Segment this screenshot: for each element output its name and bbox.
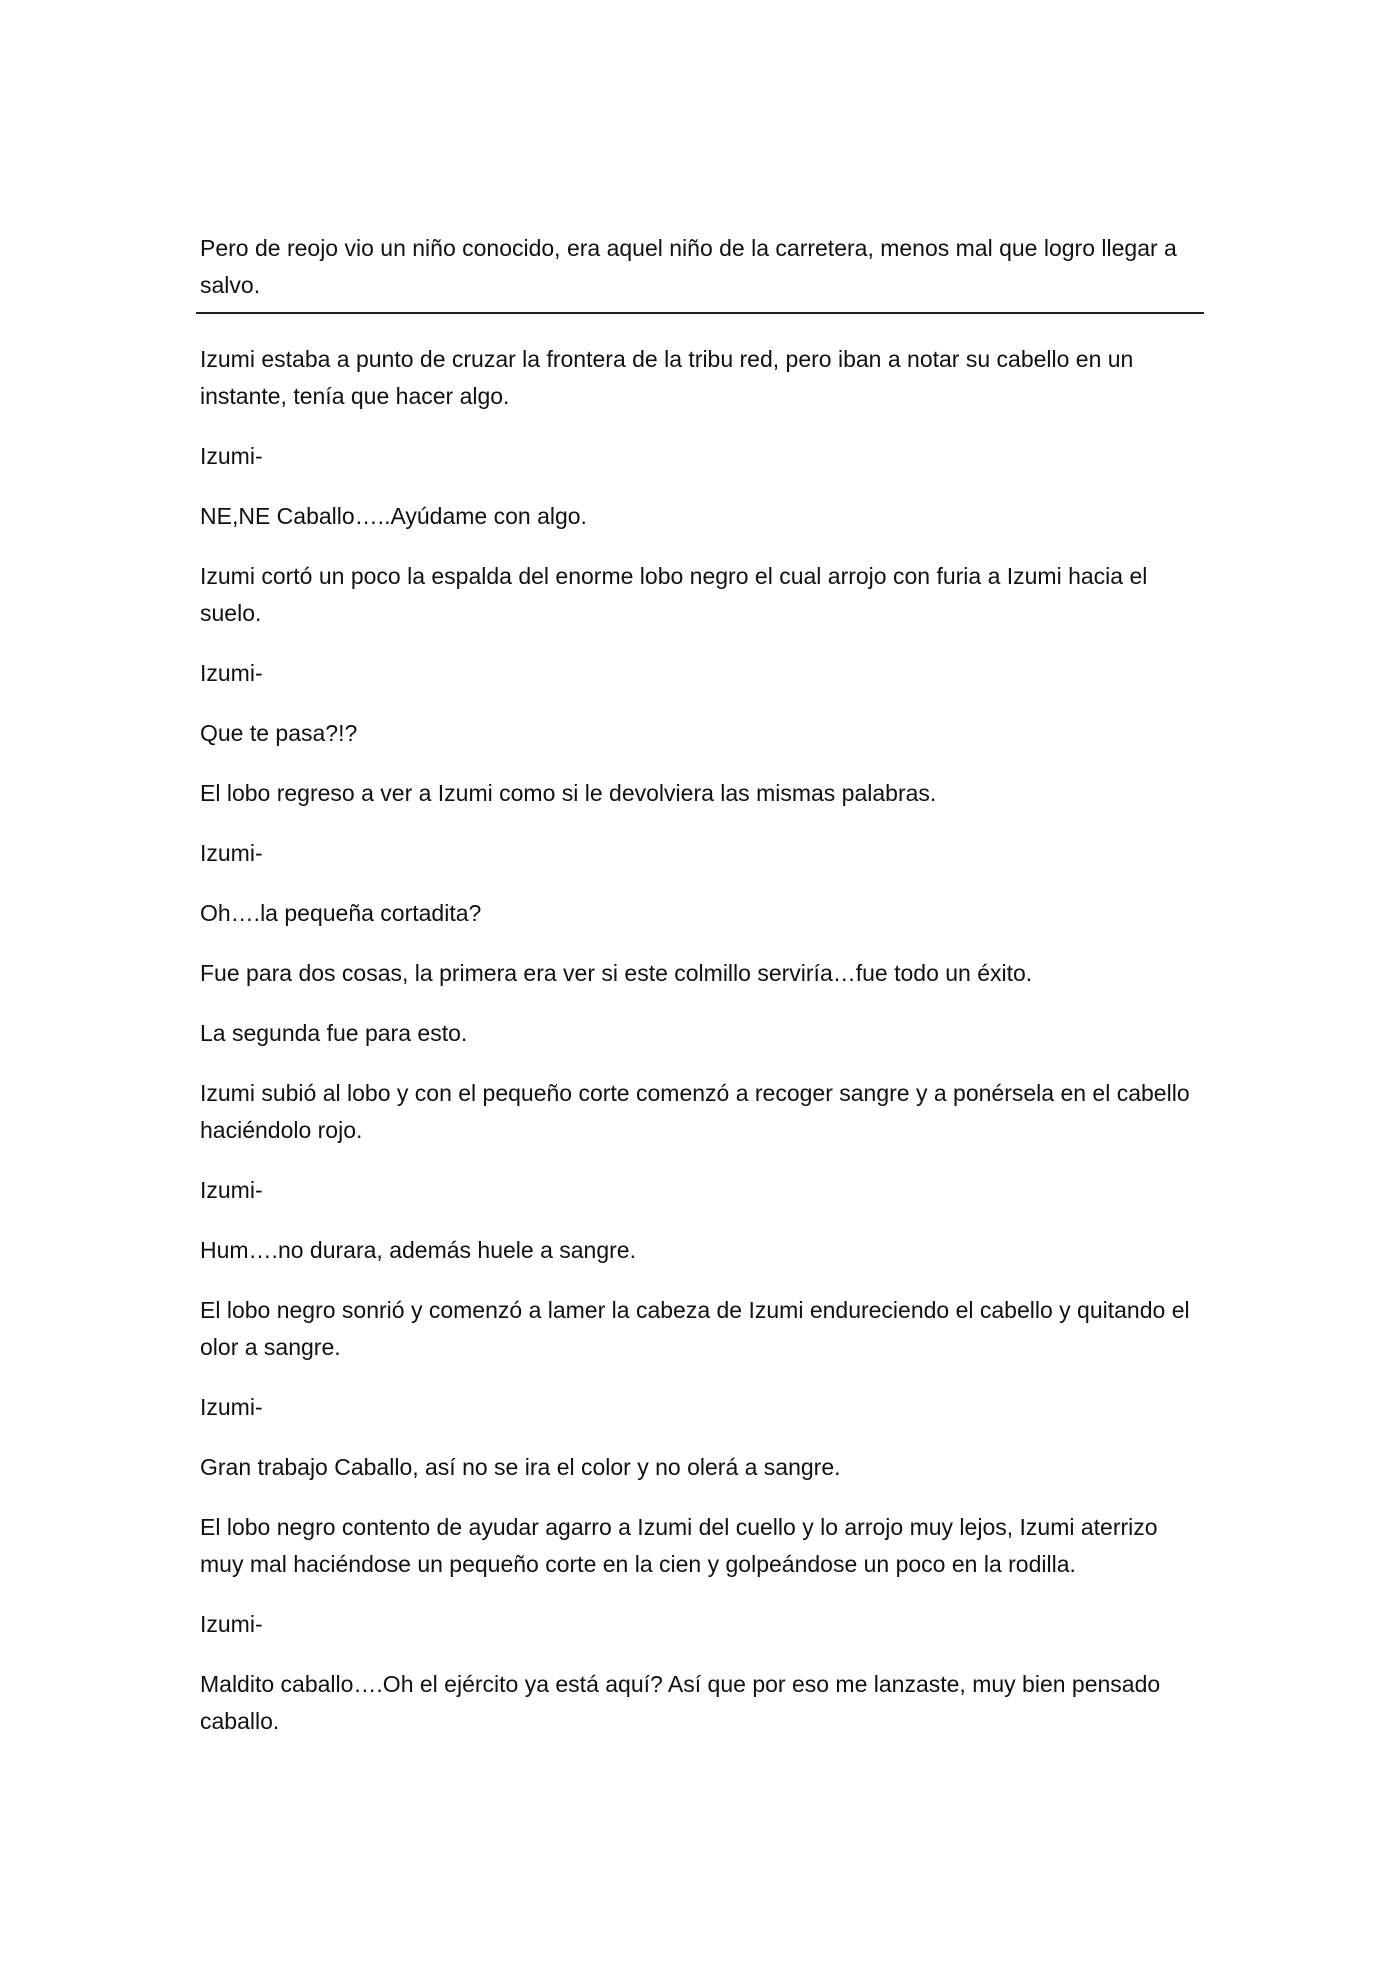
speaker-label: Izumi- bbox=[200, 1394, 263, 1420]
paragraph: El lobo negro contento de ayudar agarro a Izumi del cuello y lo arrojo muy lejos, Izumi aterrizo muy mal haciéndose un pequeño corte en la cien y golpeándose un poco en la rodilla. bbox=[200, 1514, 1158, 1577]
horizontal-rule bbox=[196, 312, 1204, 314]
dialogue-line: Hum….no durara, además huele a sangre. bbox=[200, 1237, 636, 1263]
paragraph: Izumi cortó un poco la espalda del enorme lobo negro el cual arrojo con furia a Izumi hacia el suelo. bbox=[200, 563, 1148, 626]
speaker-label: Izumi- bbox=[200, 840, 263, 866]
dialogue-line: Oh….la pequeña cortadita? bbox=[200, 900, 482, 926]
speaker-label: Izumi- bbox=[200, 660, 263, 686]
dialogue-line: NE,NE Caballo…..Ayúdame con algo. bbox=[200, 503, 587, 529]
opening-paragraph: Pero de reojo vio un niño conocido, era aquel niño de la carretera, menos mal que logro llegar a salvo. bbox=[200, 235, 1177, 298]
paragraph: Izumi subió al lobo y con el pequeño corte comenzó a recoger sangre y a ponérsela en el cabello haciéndolo rojo. bbox=[200, 1080, 1190, 1143]
speaker-label: Izumi- bbox=[200, 443, 263, 469]
document-body bbox=[200, 230, 1200, 1763]
paragraph: El lobo negro sonrió y comenzó a lamer la cabeza de Izumi endureciendo el cabello y quitando el olor a sangre. bbox=[200, 1297, 1190, 1360]
paragraph: La segunda fue para esto. bbox=[200, 1020, 468, 1046]
paragraph: Izumi estaba a punto de cruzar la frontera de la tribu red, pero iban a notar su cabello en un instante, tenía que hacer algo. bbox=[200, 346, 1134, 409]
speaker-label: Izumi- bbox=[200, 1177, 263, 1203]
dialogue-line: Maldito caballo….Oh el ejército ya está aquí? Así que por eso me lanzaste, muy bien pensado caballo. bbox=[200, 1671, 1161, 1734]
paragraph: El lobo regreso a ver a Izumi como si le devolviera las mismas palabras. bbox=[200, 780, 937, 806]
speaker-label: Izumi- bbox=[200, 1611, 263, 1637]
dialogue-line: Que te pasa?!? bbox=[200, 720, 358, 746]
paragraph: Fue para dos cosas, la primera era ver si este colmillo serviría…fue todo un éxito. bbox=[200, 960, 1033, 986]
dialogue-line: Gran trabajo Caballo, así no se ira el color y no olerá a sangre. bbox=[200, 1454, 841, 1480]
